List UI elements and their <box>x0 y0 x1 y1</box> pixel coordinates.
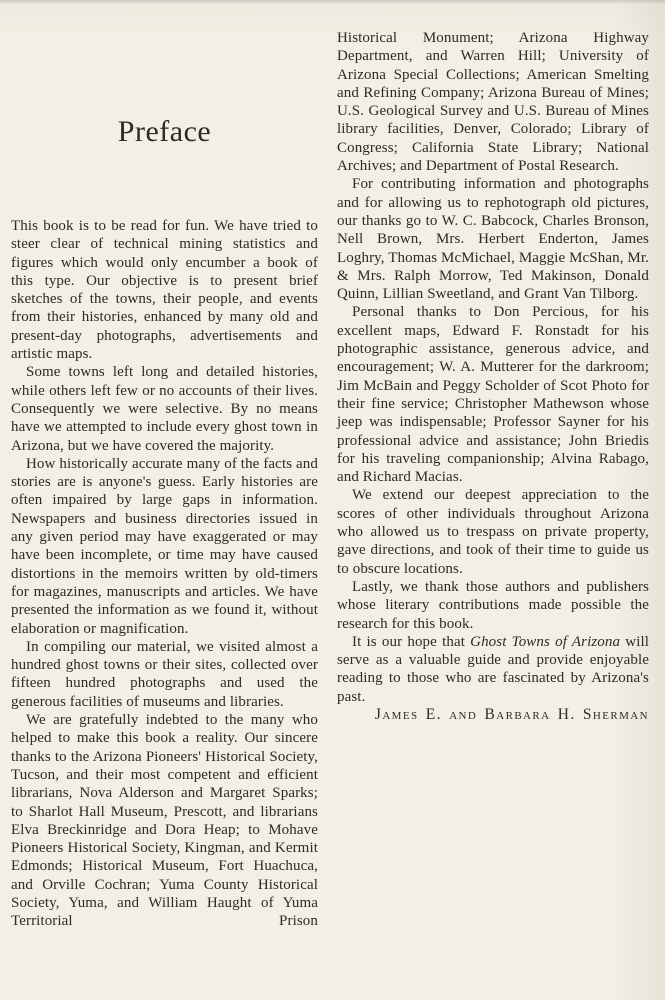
author-signature: James E. and Barbara H. Sherman <box>374 705 649 723</box>
paragraph: For contributing information and photographs and for allowing us to rephotograph old pictures, our thanks go to W. C. Babcock, Charles Bronson, Nell Brown, Mrs. Herbert Enderton, James Loghry, Thomas McMichael, Maggie McShan, Mr. & Mrs. Ralph Morrow, Ted Makinson, Donald Quinn, Lillian Sweetland, and Grant Van Tilborg. <box>337 176 649 303</box>
paragraph: In compiling our material, we visited almost a hundred ghost towns or their sites, collected over fifteen hundred photographs and used the generous facilities of museums and libraries. <box>11 638 318 710</box>
paragraph: Personal thanks to Don Percious, for his excellent maps, Edward F. Ronstadt for his photographic assistance, generous advice, and encouragement; W. A. Mutterer for the darkroom; Jim McBain and Peggy Scholder of Scot Photo for their fine service; Christopher Mathewson whose jeep was indispensable; Professor Sayner for his professional advice and assistance; John Briedis for his traveling companionship; Alvina Rabago, and Richard Macias. <box>337 304 649 486</box>
page-title: Preface <box>117 115 212 148</box>
paragraph: We are gratefully indebted to the many who helped to make this book a reality. Our sincere thanks to the Arizona Pioneers' Historical Society, Tucson, and their most competent and efficient librarians, Nova Alderson and Margaret Sparks; to Sharlot Hall Museum, Prescott, and librarians Elva Breckinridge and Dora Heap; to Mohave Pioneers Historical Society, Kingman, and Kermit Edmonds; Historical Museum, Fort Huachuca, and Orville Cochran; Yuma County Historical Society, Yuma, and William Haught of Yuma Territorial Prison <box>11 712 318 930</box>
paragraph: Some towns left long and detailed histories, while others left few or no accounts of their lives. Consequently we were selective. By no means have we attempted to include every ghost town in Arizona, but we have covered the majority. <box>11 364 318 454</box>
paragraph: How historically accurate many of the facts and stories are is anyone's guess. Early histories are often impaired by large gaps in information. Newspapers and business directories issued in any given period may have exaggerated or may have been incomplete, or time may have caused distortions in the memoirs written by old-timers for magazines, manuscripts and articles. We have presented the information as we found it, without elaboration or magnification. <box>11 455 318 637</box>
book-title-italic: Ghost Towns of Arizona <box>470 633 621 650</box>
paragraph: Lastly, we thank those authors and publishers whose literary contributions made possible the research for this book. <box>337 578 649 632</box>
closing-text-after: will serve as a valuable guide and provide enjoyable reading to those who are fascinated by Arizona's past. <box>337 633 649 705</box>
paragraph: Historical Monument; Arizona Highway Department, and Warren Hill; University of Arizona Special Collections; American Smelting and Refining Company; Arizona Bureau of Mines; U.S. Geological Survey and U.S. Bureau of Mines library facilities, Denver, Colorado; Library of Congress; California State Library; National Archives; and Department of Postal Research. <box>337 30 649 175</box>
left-column <box>11 217 318 931</box>
closing-text-before: It is our hope that <box>352 633 471 650</box>
paragraph: This book is to be read for fun. We have tried to steer clear of technical mining statistics and figures which would only encumber a book of this type. Our objective is to present brief sketches of the towns, their people, and events from their histories, enhanced by many old and present-day photographs, advertisements and artistic maps. <box>11 218 318 363</box>
right-column <box>337 29 649 724</box>
paragraph: We extend our deepest appreciation to the scores of other individuals throughout Arizona who allowed us to trespass on private property, gave directions, and took of their time to guide us to obscure locations. <box>337 487 649 577</box>
closing-paragraph <box>337 633 649 706</box>
